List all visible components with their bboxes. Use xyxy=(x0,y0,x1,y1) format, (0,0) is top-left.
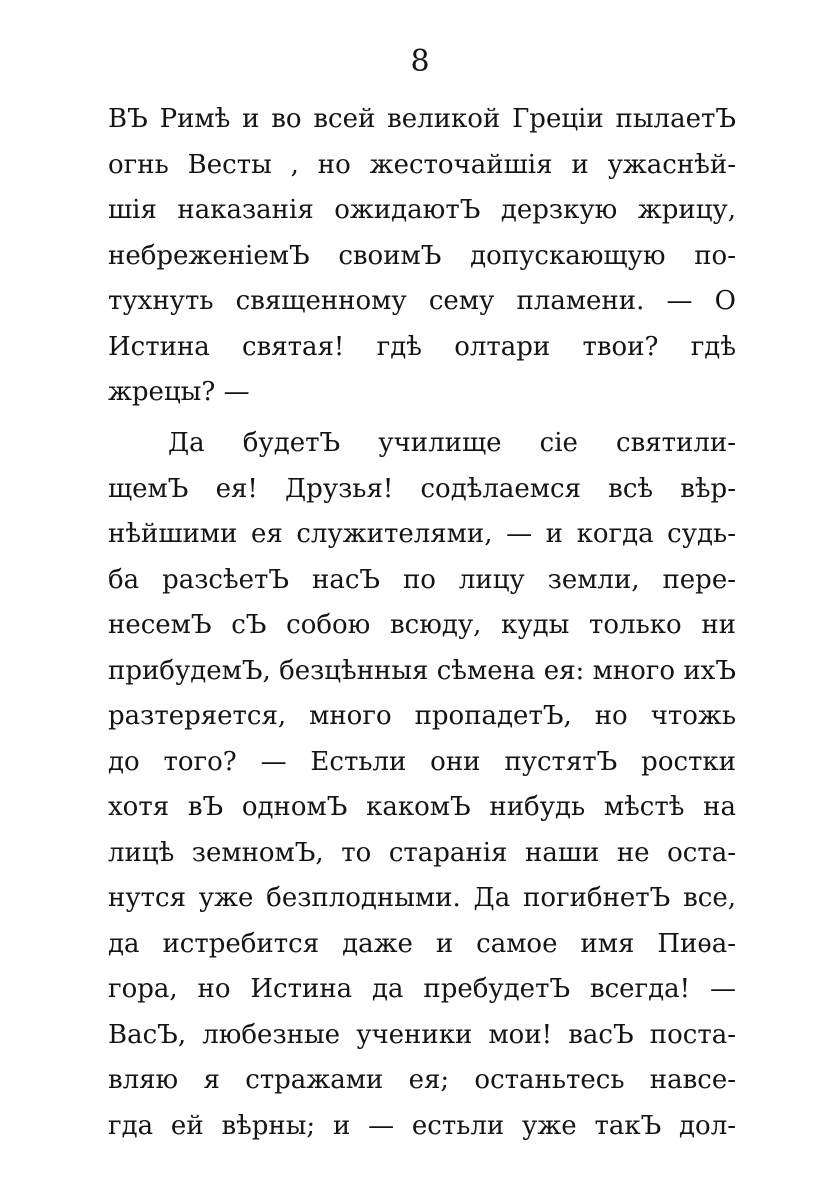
text-line: разтеряется, много пропадетЪ, но чтожь xyxy=(108,701,736,731)
paragraph-2 xyxy=(108,421,736,1149)
text-line: Да будетЪ училище сіе святили- xyxy=(168,428,736,458)
text-line: Истина святая! гдѣ олтари твои? гдѣ xyxy=(108,331,736,362)
text-line: да истребится даже и самое имя Пиѳа- xyxy=(108,928,736,959)
text-line: огнь Весты , но жесточайшія и ужаснѣй- xyxy=(108,149,736,180)
text-line: гора, но Истина да пребудетЪ всегда! — xyxy=(108,974,736,1004)
paragraph-1 xyxy=(108,97,736,416)
text-line: шія наказанія ожидаютЪ дерзкую жрицу, xyxy=(108,195,736,225)
text-line: небреженіемЪ своимЪ допускающую по- xyxy=(108,240,736,271)
text-line: гда ей вѣрны; и — естьли уже такЪ дол- xyxy=(108,1110,736,1141)
text-line: нѣйшими ея служителями, — и когда судь- xyxy=(108,519,736,549)
text-line: хотя вЪ одномЪ какомЪ нибудь мѣстѣ на xyxy=(108,792,736,822)
text-line: нутся уже безплодными. Да погибнетЪ все, xyxy=(108,883,736,913)
text-line: ба разсѣетЪ насЪ по лицу земли, пере- xyxy=(108,564,736,595)
text-line: ВасЪ, любезные ученики мои! васЪ поста- xyxy=(108,1019,736,1050)
page-number: 8 xyxy=(410,44,430,79)
text-line: щемЪ ея! Друзья! содѣлаемся всѣ вѣр- xyxy=(108,473,736,504)
text-line: жрецы? — xyxy=(108,377,250,407)
text-line: вляю я стражами ея; останьтесь навсе- xyxy=(108,1065,736,1095)
text-line: прибудемЪ, безцѣнныя сѣмена ея: много ихЪ xyxy=(108,655,736,686)
text-line: несемЪ сЪ собою всюду, куды только ни xyxy=(108,610,736,640)
text-line: лицѣ земномЪ, то старанія наши не оста- xyxy=(108,837,736,868)
text-line: до того? — Естьли они пустятЪ ростки xyxy=(108,746,736,777)
text-line: тухнуть священному сему пламени. — О xyxy=(108,286,736,316)
text-line: ВЪ Римѣ и во всей великой Греціи пылаетЪ xyxy=(108,104,736,134)
